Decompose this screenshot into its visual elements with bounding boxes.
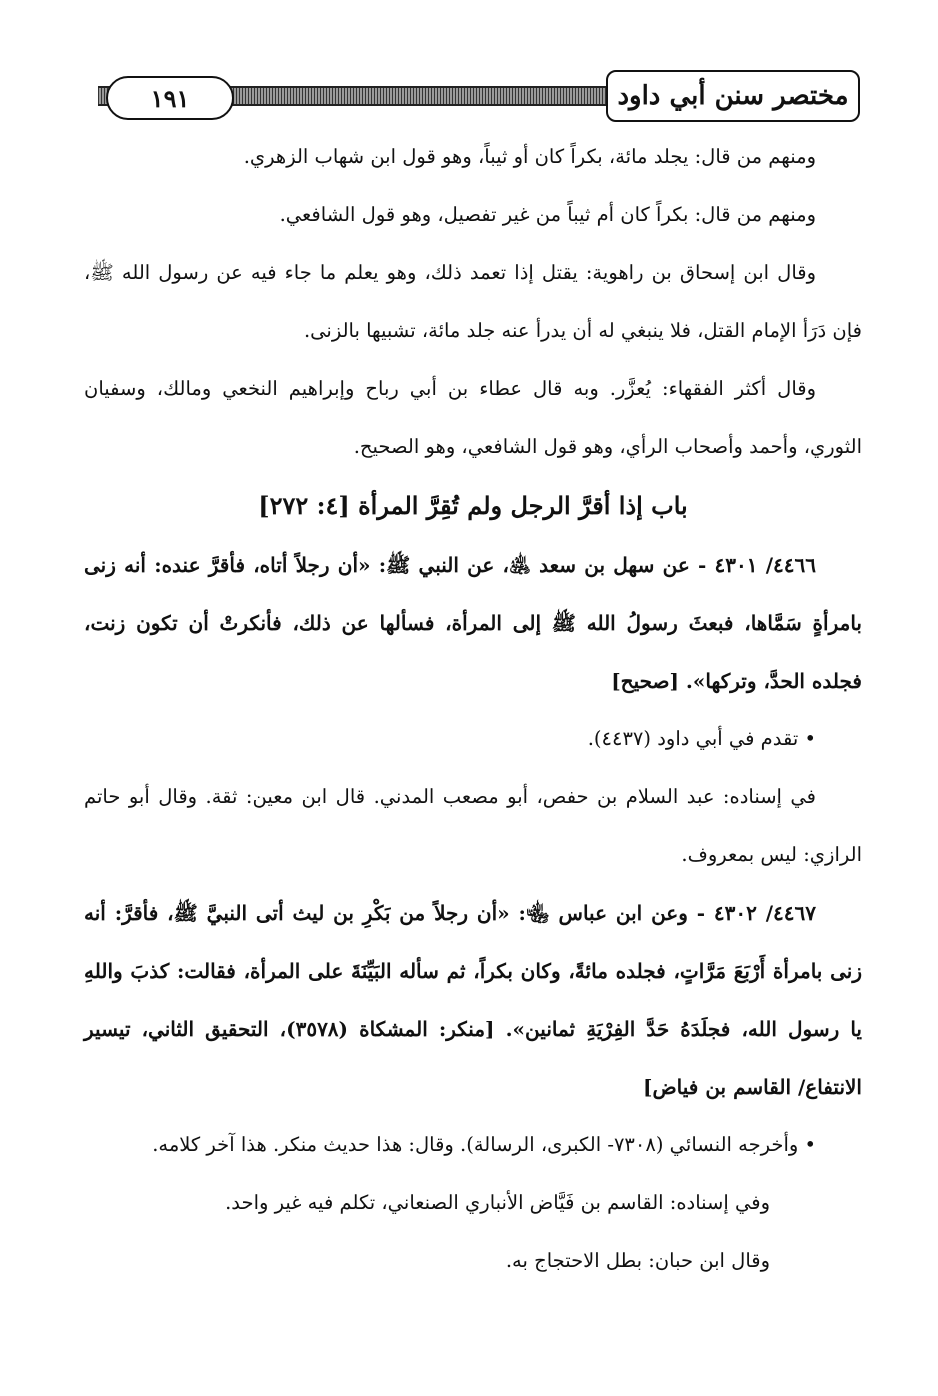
page-number: ١٩١ xyxy=(106,76,234,120)
note-ibn-hibban: وقال ابن حبان: بطل الاحتجاج به. xyxy=(505,1249,770,1272)
page-header xyxy=(82,66,860,126)
hadith-4466: ٤٤٦٦/ ٤٣٠١ - عن سهل بن سعد ﵁، عن النبي ﷺ: «أن رجلاً أتاه، فأقرَّ عنده: أنه زنى بامرأةٍ سَمَّاها، فبعثَ رسولُ الله ﷺ إلى المرأة، فسألها عن ذلك، فأنكرتْ أن تكون زنت، فجلده الحدَّ، وتركها». [صحيح] xyxy=(84,553,862,693)
section-heading: باب إذا أقرَّ الرجل ولم تُقِرَّ المرأة [٤: ٢٧٢] xyxy=(258,491,688,520)
paragraph-1: ومنهم من قال: يجلد مائة، بكراً كان أو ثيباً، وهو قول ابن شهاب الزهري. xyxy=(243,145,816,168)
note-reference-4437: • تقدم في أبي داود (٤٤٣٧). xyxy=(84,710,862,768)
page-content xyxy=(84,128,862,1290)
note-isnad-qasim: وفي إسناده: القاسم بن فَيَّاض الأنباري الصنعاني، تكلم فيه غير واحد. xyxy=(225,1191,770,1214)
note-nasai: • وأخرجه النسائي (٧٣٠٨- الكبرى، الرسالة). وقال: هذا حديث منكر. هذا آخر كلامه. xyxy=(84,1116,862,1174)
book-title: مختصر سنن أبي داود xyxy=(606,70,860,122)
paragraph-4: وقال أكثر الفقهاء: يُعزَّر. وبه قال عطاء بن أبي رباح وإبراهيم النخعي ومالك، وسفيان الثوري، وأحمد وأصحاب الرأي، وهو قول الشافعي، وهو الصحيح. xyxy=(84,377,862,458)
note-isnad-abdussalam: في إسناده: عبد السلام بن حفص، أبو مصعب المدني. قال ابن معين: ثقة. وقال أبو حاتم الرازي: ليس بمعروف. xyxy=(84,785,862,866)
paragraph-2: ومنهم من قال: بكراً كان أم ثيباً من غير تفصيل، وهو قول الشافعي. xyxy=(279,203,816,226)
paragraph-3: وقال ابن إسحاق بن راهوية: يقتل إذا تعمد ذلك، وهو يعلم ما جاء فيه عن رسول الله ﷺ، فإن دَرَأ الإمام القتل، فلا ينبغي له أن يدرأ عنه جلد مائة، تشبيها بالزنى. xyxy=(84,261,862,342)
hadith-4467: ٤٤٦٧/ ٤٣٠٢ - وعن ابن عباس ﵄: «أن رجلاً من بَكْرِ بن ليث أتى النبيَّ ﷺ، فأقرَّ: أنه زنى بامرأة أَرْبَعَ مَرَّاتٍ، فجلده مائةً، وكان بكراً، ثم سأله البَيِّنَةَ على المرأة، فقالت: كذبَ واللهِ يا رسول الله، فجلَدَهُ حَدَّ الفِرْيَةِ ثمانين». [منكر: المشكاة (٣٥٧٨)، التحقيق الثاني، تيسير الانتفاع/ القاسم بن فياض] xyxy=(84,901,862,1099)
